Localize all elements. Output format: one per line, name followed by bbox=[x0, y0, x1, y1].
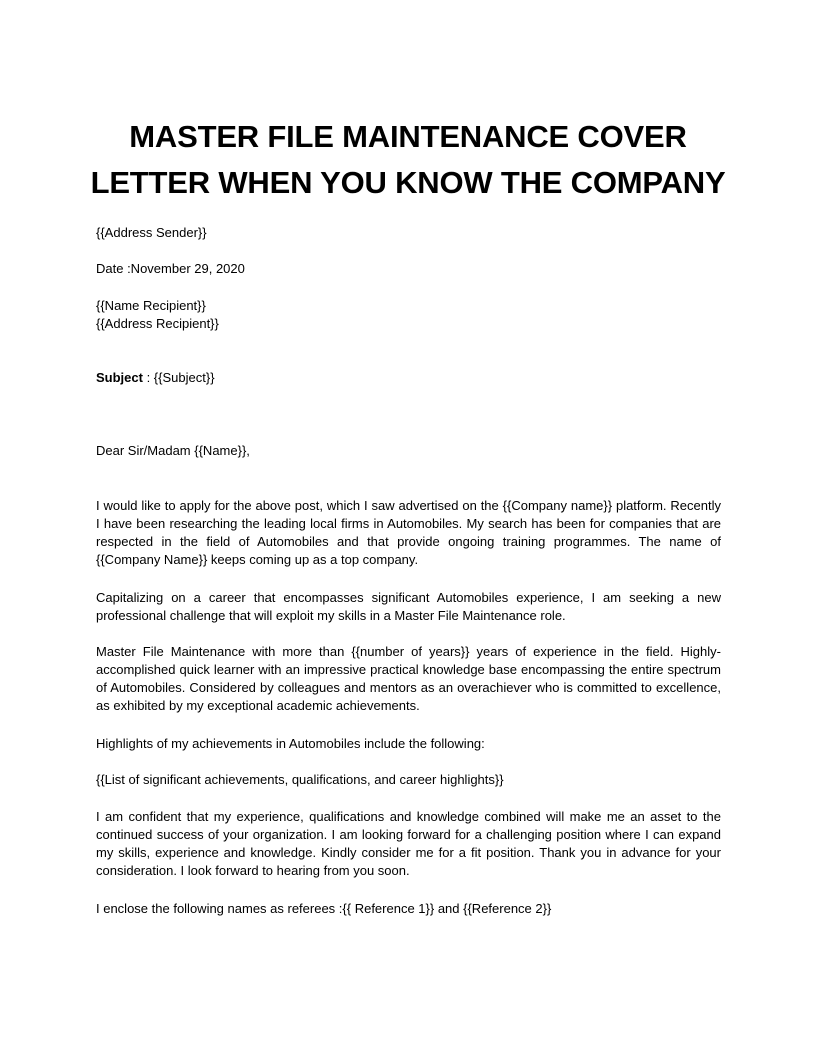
title-line-1: MASTER FILE MAINTENANCE COVER bbox=[129, 119, 687, 154]
body-paragraph-5: {{List of significant achievements, qualifications, and career highlights}} bbox=[96, 772, 504, 787]
salutation: Dear Sir/Madam {{Name}}, bbox=[96, 443, 250, 458]
address-recipient: {{Address Recipient}} bbox=[96, 316, 219, 331]
document-title bbox=[60, 114, 756, 206]
subject-line bbox=[96, 369, 215, 387]
body-paragraph-6: I am confident that my experience, qualifications and knowledge combined will make me an asset to the continued success of your organization. I am looking forward for a challenging position where I can expand my skills, experience and knowledge. Kindly consider me for a fit position. Thank you in advance for your consideration. I look forward to hearing from you soon. bbox=[96, 809, 721, 878]
subject-label: Subject bbox=[96, 370, 143, 385]
body-paragraph-2: Capitalizing on a career that encompasses significant Automobiles experience, I am seeking a new professional challenge that will exploit my skills in a Master File Maintenance role. bbox=[96, 590, 721, 623]
body-paragraph-7: I enclose the following names as referees :{{ Reference 1}} and {{Reference 2}} bbox=[96, 901, 552, 916]
subject-value: : {{Subject}} bbox=[142, 370, 215, 385]
name-recipient: {{Name Recipient}} bbox=[96, 298, 206, 313]
letter-date: Date :November 29, 2020 bbox=[96, 261, 245, 276]
body-paragraph-3: Master File Maintenance with more than {{number of years}} years of experience in the field. Highly-accomplished quick learner with an impressive practical knowledge base encompassing the entire spectrum of Automobiles. Considered by colleagues and mentors as an overachiever who is committed to excellence, as exhibited by my exceptional academic achievements. bbox=[96, 644, 721, 713]
body-paragraph-1: I would like to apply for the above post, which I saw advertised on the {{Company name}} platform. Recently I have been researching the leading local firms in Automobiles. My search has been for companies that are respected in the field of Automobiles and that provide ongoing training programmes. The name of {{Company Name}} keeps coming up as a top company. bbox=[96, 498, 721, 567]
title-line-2: LETTER WHEN YOU KNOW THE COMPANY bbox=[90, 165, 726, 200]
body-paragraph-4: Highlights of my achievements in Automobiles include the following: bbox=[96, 736, 485, 751]
address-sender: {{Address Sender}} bbox=[96, 225, 207, 240]
